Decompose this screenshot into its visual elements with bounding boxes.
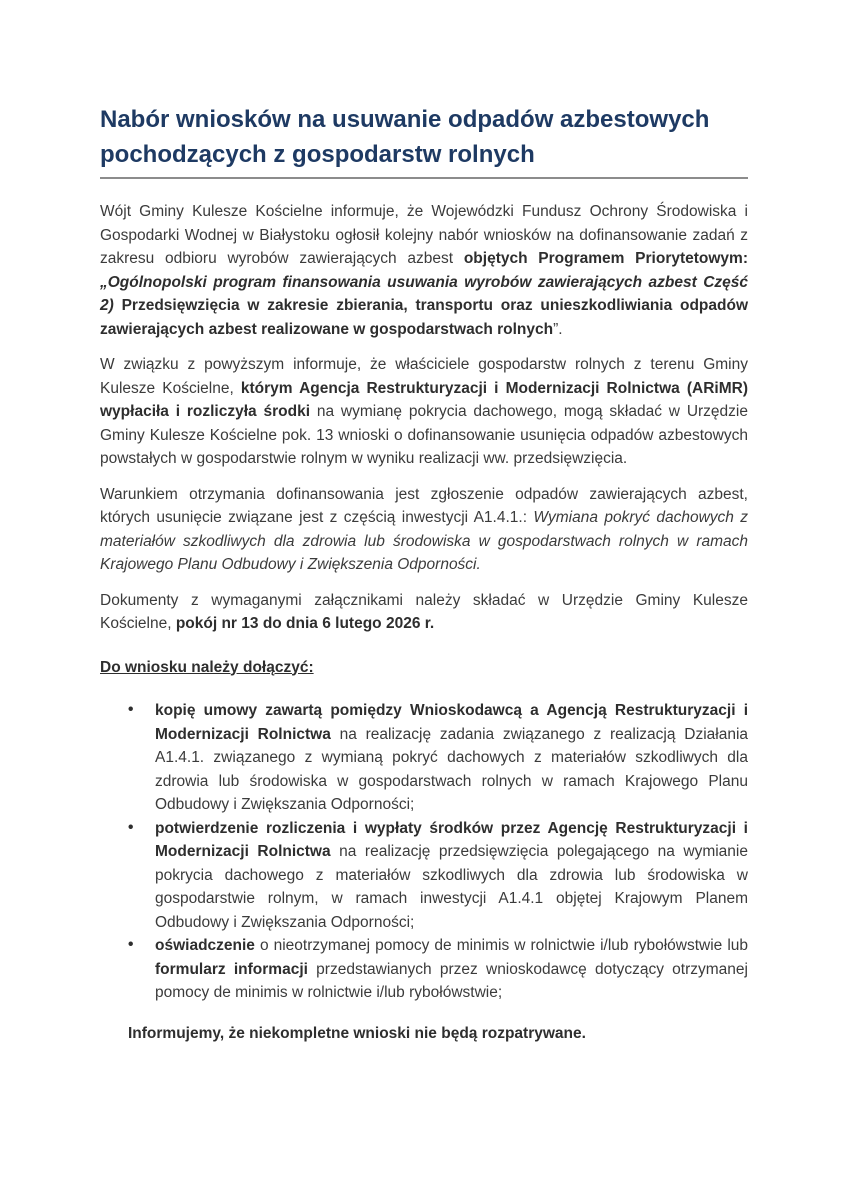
text-segment: Dokumenty z wymaganymi załącznikami należy składać w Urzędzie Gminy Kulesze Kościelne, [100, 591, 748, 632]
title-divider [100, 177, 748, 179]
bullet-icon: • [128, 936, 134, 953]
text-segment: potwierdzenie rozliczenia i wypłaty środków przez Agencję Restrukturyzacji i Modernizacji Rolnictwa [155, 819, 748, 860]
paragraph-eligibility [100, 353, 748, 471]
text-segment: Wymiana pokryć dachowych z materiałów szkodliwych dla zdrowia lub środowiska w gospodarstwach rolnych w ramach Krajowego Planu Odbudowy i Zwiększenia Odporności. [100, 509, 748, 573]
list-item-text [155, 820, 748, 931]
paragraph-intro [100, 200, 748, 341]
text-segment: ”. [553, 320, 563, 338]
text-segment: Wójt Gminy Kulesze Kościelne informuje, że Wojewódzki Fundusz Ochrony Środowiska i Gospodarki Wodnej w Białystoku ogłosił kolejny nabór wniosków na dofinansowanie zadań z zakresu odbioru wyrobów zawierających azbest [100, 203, 748, 267]
text-segment: kopię umowy zawartą pomiędzy Wnioskodawcą a Agencją Restrukturyzacji i Modernizacji Rolnictwa [155, 702, 748, 743]
footer-note: Informujemy, że niekompletne wnioski nie będą rozpatrywane. [128, 1024, 586, 1042]
bullet-icon: • [128, 818, 134, 836]
text-segment: „Ogólnopolski program finansowania usuwania wyrobów zawierających azbest Część 2) [100, 273, 748, 314]
list-item-agreement-copy [100, 699, 748, 817]
list-item-payment-confirmation [100, 817, 748, 935]
list-item-declaration [100, 934, 748, 1005]
attachment-list [100, 699, 748, 1005]
paragraph-condition [100, 483, 748, 577]
list-item-text [155, 937, 748, 1001]
text-segment: pokój nr 13 do dnia 6 lutego 2026 r. [175, 615, 435, 632]
page-title: Nabór wniosków na usuwanie odpadów azbestowych pochodzących z gospodarstw rolnych [100, 106, 710, 168]
document-content [100, 102, 748, 1045]
text-segment: o nieotrzymanej pomocy de minimis w rolnictwie i/lub rybołówstwie lub [259, 937, 749, 954]
text-segment: W związku z powyższym informuje, że właściciele gospodarstw rolnych z terenu Gminy Kulesze Kościelne, [100, 356, 748, 397]
text-segment: przedstawianych przez wnioskodawcę dotyczący otrzymanej pomocy de minimis w rolnictwie i/lub rybołówstwie; [155, 960, 748, 1001]
text-segment: objętych Programem Priorytetowym: [463, 250, 748, 267]
paragraph-deadline [100, 589, 748, 636]
attachments-heading: Do wniosku należy dołączyć: [100, 658, 314, 676]
text-segment: którym Agencja Restrukturyzacji i Modernizacji Rolnictwa (ARiMR) wypłaciła i rozliczyła środki [100, 379, 748, 420]
text-segment: na wymianę pokrycia dachowego, mogą składać w Urzędzie Gminy Kulesze Kościelne pok. 13 wnioski o dofinansowanie usunięcia odpadów azbestowych powstałych w gospodarstwie rolnym w wyniku realizacji ww. przedsięwzięcia. [100, 403, 748, 467]
bullet-icon: • [128, 701, 134, 718]
list-item-text [155, 702, 748, 813]
text-segment: formularz informacji [155, 960, 317, 978]
text-segment: na realizację zadania związanego z realizacją Działania A1.4.1. związanego z wymianą pokryć dachowych z materiałów szkodliwych dla zdrowia lub środowiska w gospodarstwach rolnych w ramach Krajowego Planu Odbudowy i Zwiększania Odporności; [155, 725, 749, 813]
text-segment: Przedsięwzięcia w zakresie zbierania, transportu oraz unieszkodliwiania odpadów zawierających azbest realizowane w gospodarstwach rolnych [100, 297, 749, 338]
text-segment: oświadczenie [155, 937, 260, 954]
text-segment: Warunkiem otrzymania dofinansowania jest zgłoszenie odpadów zawierających azbest, których usunięcie związane jest z częścią inwestycji A1.4.1.: [100, 485, 748, 526]
text-segment: na realizację przedsięwzięcia polegającego na wymianie pokrycia dachowego z materiałów szkodliwych dla zdrowia lub środowiska w gospodarstwie rolnym, w ramach inwestycji A1.4.1 objętej Krajowym Planem Odbudowy i Zwiększania Odporności; [155, 843, 748, 931]
